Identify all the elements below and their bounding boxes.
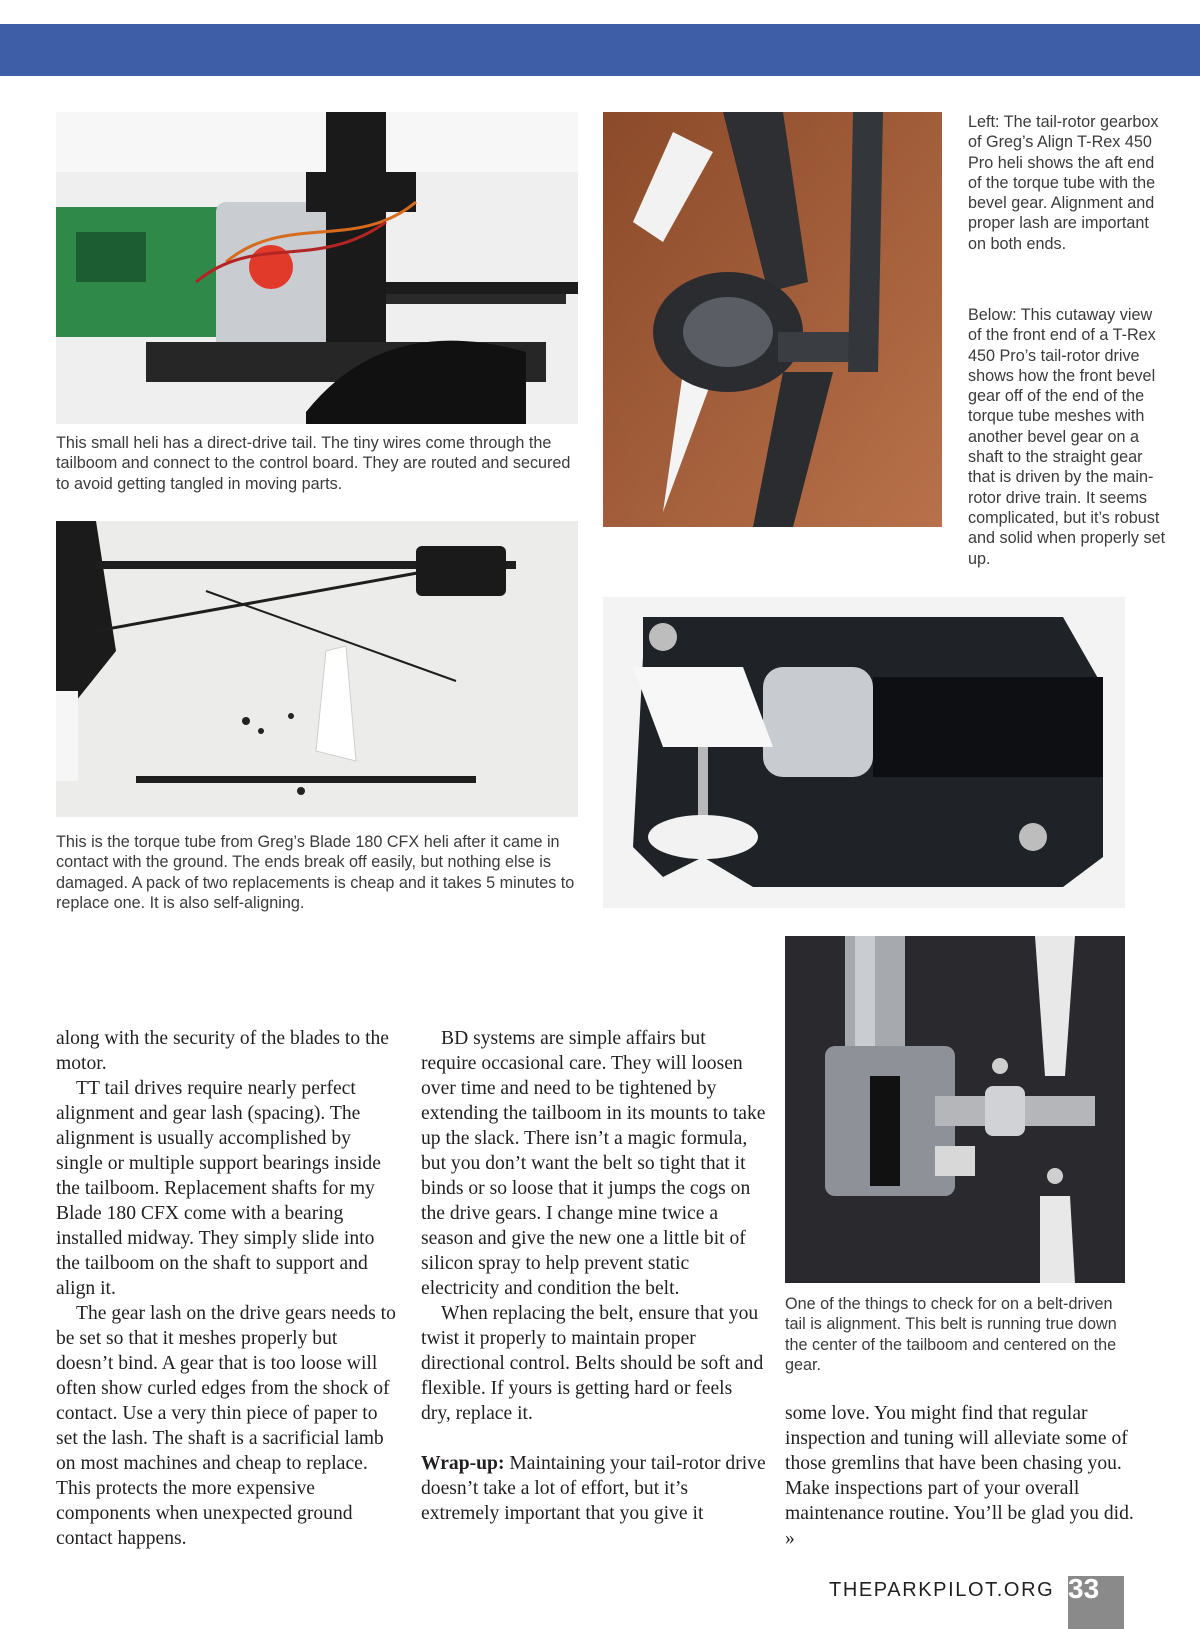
- footer-site-name: THEPARKPILOT.ORG: [829, 1579, 1055, 1601]
- article-paragraph: some love. You might find that regular inspection and tuning will alleviate some of those gremlins that have been chasing you. Make inspections part of your overall maintenance routine. You’ll be glad you did. »: [785, 1403, 1134, 1549]
- header-banner: [0, 24, 1200, 76]
- wrapup-label: Wrap-up:: [421, 1453, 505, 1474]
- article-paragraph: along with the security of the blades to the motor.: [56, 1028, 390, 1074]
- article-column-3: [785, 1401, 1135, 1551]
- page-number: 33: [1068, 1573, 1100, 1604]
- photo-torque-tube: [56, 521, 578, 817]
- caption-tail-rotor-gearbox: Left: The tail-rotor gearbox of Greg’s Align T-Rex 450 Pro heli shows the aft end of the torque tube with the bevel gear. Alignment and proper lash are important on both ends.: [968, 113, 1159, 253]
- article-paragraph: The gear lash on the drive gears needs to be set so that it meshes properly but doesn’t bind. A gear that is too loose will often show curled edges from the shock of contact. Use a very thin piece of paper to set the lash. The shaft is a sacrificial lamb on most machines and cheap to replace. This protects the more expensive components when unexpected ground contact happens.: [56, 1303, 396, 1549]
- photo-tail-rotor-gearbox: [603, 112, 942, 527]
- article-paragraph: When replacing the belt, ensure that you twist it properly to maintain proper directional control. Belts should be soft and flexible. If yours is getting hard or feels dry, replace it.: [421, 1303, 764, 1424]
- photo-direct-drive-heli: [56, 112, 578, 424]
- wrapup-paragraph: [421, 1451, 766, 1526]
- caption-direct-drive-heli: This small heli has a direct-drive tail. The tiny wires come through the tailboom and connect to the control board. They are routed and secured to avoid getting tangled in moving parts.: [56, 434, 571, 493]
- article-column-1: [56, 1026, 396, 1551]
- photo-belt-driven-tail: [785, 936, 1125, 1283]
- article-column-2: [421, 1026, 766, 1526]
- caption-torque-tube: This is the torque tube from Greg’s Blade 180 CFX heli after it came in contact with the ground. The ends break off easily, but nothing else is damaged. A pack of two replacements is cheap and it takes 5 minutes to replace one. It is also self-aligning.: [56, 833, 575, 912]
- photo-cutaway-bevel-gear: [603, 597, 1125, 908]
- caption-cutaway-view: Below: This cutaway view of the front end of a T-Rex 450 Pro’s tail-rotor drive shows how the front bevel gear off of the end of the torque tube meshes with another bevel gear on a shaft to the straight gear that is driven by the main-rotor drive train. It seems complicated, but it’s robust and solid when properly set up.: [968, 306, 1166, 568]
- wrapup-text: Maintaining your tail-rotor drive doesn’t take a lot of effort, but it’s extremely important that you give it: [421, 1453, 766, 1524]
- article-paragraph: TT tail drives require nearly perfect alignment and gear lash (spacing). The alignment is usually accomplished by single or multiple support bearings inside the tailboom. Replacement shafts for my Blade 180 CFX come with a bearing installed midway. They simply slide into the tailboom on the shaft to support and align it.: [56, 1078, 381, 1299]
- article-paragraph: BD systems are simple affairs but require occasional care. They will loosen over time and need to be tightened by extending the tailboom in its mounts to take up the slack. There isn’t a magic formula, but you don’t want the belt so tight that it binds or so loose that it jumps the cogs on the drive gears. I change mine twice a season and give the new one a little bit of silicon spray to help prevent static electricity and condition the belt.: [421, 1028, 766, 1299]
- caption-belt-driven-tail: One of the things to check for on a belt-driven tail is alignment. This belt is running true down the center of the tailboom and centered on the gear.: [785, 1295, 1117, 1374]
